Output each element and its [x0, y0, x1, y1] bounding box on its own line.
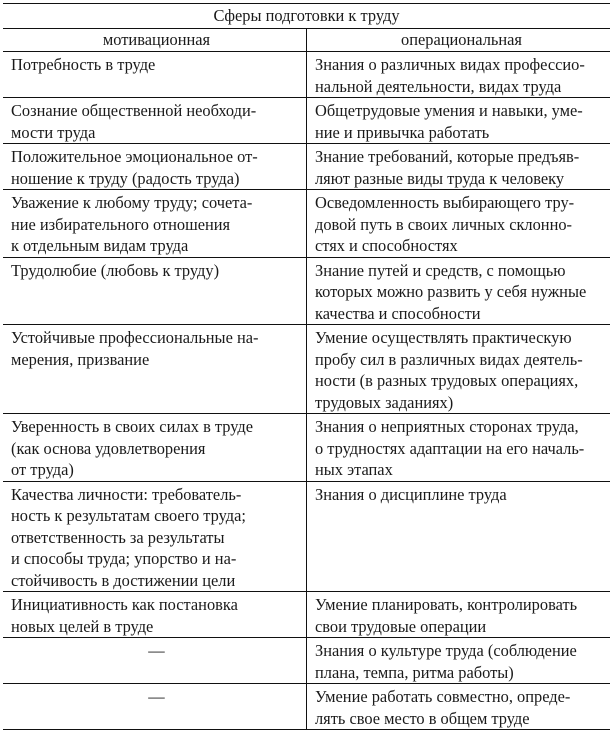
cell-text-line: стях и способностях — [315, 236, 458, 255]
column-header-operational: операциональная — [307, 29, 611, 52]
cell-text-line: Инициативность как постановка — [11, 595, 238, 614]
cell-text-line: ность к результатам своего труда; — [11, 506, 246, 525]
operational-cell — [307, 190, 611, 258]
cell-text-line: Знание путей и средств, с помощью — [315, 260, 566, 280]
cell-text-line: (как основа удовлетворения — [11, 438, 206, 458]
cell-text-line: Знания о неприятных сторонах труда, — [315, 417, 579, 436]
operational-cell — [307, 481, 611, 592]
motivational-cell — [3, 592, 307, 638]
cell-text-line: плана, темпа, ритма работы) — [315, 662, 514, 682]
cell-text-line: ных этапах — [315, 460, 393, 479]
operational-cell — [307, 592, 611, 638]
motivational-cell — [3, 190, 307, 258]
cell-text-line: мерения, призвание — [11, 349, 150, 369]
cell-text-line: ляют разные виды труда к человеку — [315, 168, 565, 188]
motivational-cell — [3, 52, 307, 98]
cell-text-line: от труда) — [11, 460, 74, 479]
cell-text-line: Уверенность в своих силах в труде — [11, 417, 254, 436]
cell-text-line: ности (в разных трудовых операциях, — [315, 371, 579, 390]
operational-cell — [307, 638, 611, 684]
operational-cell — [307, 414, 611, 482]
motivational-cell — [3, 414, 307, 482]
cell-text-line: — — [148, 687, 165, 706]
cell-text-line: и способы труда; упорство и на- — [11, 549, 237, 568]
cell-text-line: трудовых заданиях) — [315, 392, 454, 412]
cell-text-line: Знания о различных видах профессио- — [315, 55, 585, 74]
cell-text-line: Знания о культуре труда (соблюдение — [315, 641, 577, 660]
cell-text-line: новых целей в труде — [11, 616, 154, 636]
motivational-cell — [3, 144, 307, 190]
table-row — [3, 257, 610, 325]
cell-text-line: лять свое место в общем труде — [315, 708, 530, 728]
table-header-row — [3, 29, 610, 52]
cell-text-line: довой путь в своих личных склонно- — [315, 214, 573, 234]
cell-text-line: которых можно развить у себя нужные — [315, 282, 587, 301]
cell-text-line: Общетрудовые умения и навыки, уме- — [315, 101, 583, 120]
operational-cell — [307, 684, 611, 730]
table-row — [3, 98, 610, 144]
cell-text-line: Знания о дисциплине труда — [315, 484, 507, 504]
table-row — [3, 52, 610, 98]
table-row — [3, 144, 610, 190]
motivational-cell — [3, 481, 307, 592]
cell-text-line: мости труда — [11, 122, 96, 142]
cell-text-line: ответственность за результаты — [11, 527, 225, 547]
operational-cell — [307, 325, 611, 414]
operational-cell — [307, 144, 611, 190]
operational-cell — [307, 98, 611, 144]
cell-text-line: Трудолюбие (любовь к труду) — [11, 260, 220, 280]
table-body — [3, 52, 610, 730]
table-row — [3, 684, 610, 730]
cell-text-line: Умение осуществлять практическую — [315, 328, 572, 347]
cell-text-line: ние избирательного отношения — [11, 214, 231, 234]
cell-text-line: свои трудовые операции — [315, 616, 487, 636]
cell-text-line: ние и привычка работать — [315, 122, 490, 142]
table-row — [3, 638, 610, 684]
table-title: Сферы подготовки к труду — [3, 4, 610, 29]
cell-text-line: Уважение к любому труду; сочета- — [11, 193, 253, 212]
table-row — [3, 592, 610, 638]
motivational-cell — [3, 638, 307, 684]
operational-cell — [307, 52, 611, 98]
cell-text-line: нальной деятельности, видах труда — [315, 76, 562, 96]
cell-text-line: Потребность в труде — [11, 55, 156, 74]
cell-text-line: Осведомленность выбирающего тру- — [315, 193, 575, 212]
table-title-row — [3, 4, 610, 29]
motivational-cell — [3, 257, 307, 325]
cell-text-line: к отдельным видам труда — [11, 236, 189, 255]
cell-text-line: Знание требований, которые предъяв- — [315, 147, 580, 166]
column-header-motivational: мотивационная — [3, 29, 307, 52]
cell-text-line: Устойчивые профессиональные на- — [11, 328, 259, 347]
cell-text-line: пробу сил в различных видах деятель- — [315, 349, 583, 369]
labor-preparation-table — [3, 3, 610, 730]
table-row — [3, 325, 610, 414]
cell-text-line: стойчивость в достижении цели — [11, 570, 236, 590]
table-row — [3, 481, 610, 592]
motivational-cell — [3, 684, 307, 730]
table-row — [3, 190, 610, 258]
cell-text-line: Умение работать совместно, опреде- — [315, 687, 571, 706]
motivational-cell — [3, 325, 307, 414]
cell-text-line: Умение планировать, контролировать — [315, 595, 578, 614]
motivational-cell — [3, 98, 307, 144]
cell-text-line: Качества личности: требователь- — [11, 484, 242, 504]
table-row — [3, 414, 610, 482]
cell-text-line: качества и способности — [315, 303, 481, 323]
operational-cell — [307, 257, 611, 325]
cell-text-line: ношение к труду (радость труда) — [11, 168, 240, 188]
cell-text-line: Положительное эмоциональное от- — [11, 147, 258, 166]
cell-text-line: Сознание общественной необходи- — [11, 101, 257, 120]
cell-text-line: о трудностях адаптации на его началь- — [315, 438, 585, 458]
cell-text-line: — — [148, 641, 165, 660]
